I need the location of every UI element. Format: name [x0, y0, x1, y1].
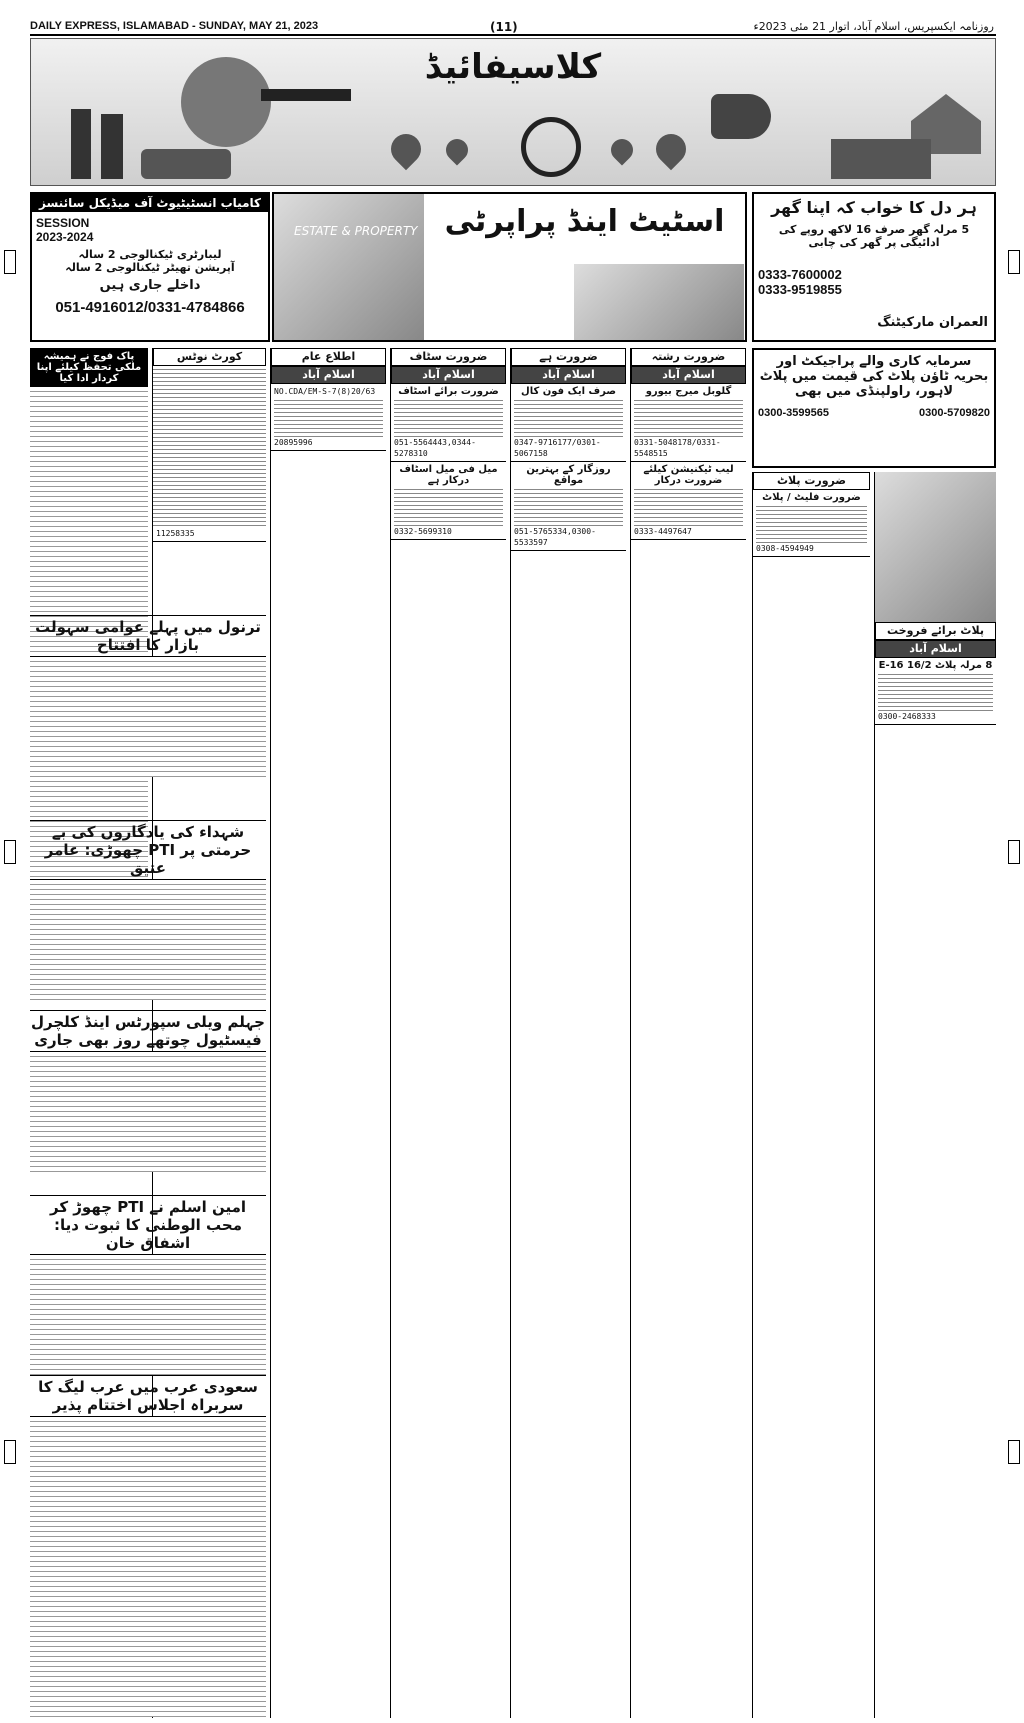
public-notice-column [270, 348, 386, 1718]
registration-mark [1008, 840, 1020, 864]
registration-mark [4, 840, 16, 864]
news-story [30, 1195, 266, 1375]
ad-title: گلوبل میرج بیورو [645, 386, 732, 397]
dream-brand: العمران مارکیٹنگ [877, 315, 988, 330]
location-pin-icon [385, 128, 427, 170]
dream-phone: 0333-9519855 [758, 282, 842, 297]
ad-phone: 0333-4497647 [634, 527, 692, 536]
ad-phone: 0300-5709820 [919, 407, 990, 419]
city-heading: اسلام آباد [631, 366, 746, 384]
registration-mark [1008, 250, 1020, 274]
property-title: اسٹیٹ اینڈ پراپرٹی [444, 204, 725, 239]
ad-title: 8 مرلہ پلاٹ 16/2 E-16 [878, 660, 993, 671]
column-heading: اطلاع عام [271, 348, 386, 366]
news-story [30, 1010, 266, 1172]
ad-phone: 0332-5699310 [394, 527, 452, 536]
staff-wanted-column [390, 348, 506, 1718]
property-ad [272, 192, 747, 342]
dream-title: ہر دل کا خواب کہ اپنا گھر [771, 198, 977, 217]
ad-phone: 20895996 [274, 438, 313, 447]
ad-phone: 11258335 [156, 529, 195, 538]
column-heading: ضرورت سٹاف [391, 348, 506, 366]
top-rule [30, 34, 996, 36]
wanted-column [510, 348, 626, 1718]
classified-banner [30, 38, 996, 186]
banner-title: کلاسیفائیڈ [424, 47, 602, 87]
news-headline: پاک فوج نے ہمیشہ ملکی تحفظ کیلئے اپنا کردار ادا کیا [30, 348, 148, 387]
column-heading: پلاٹ برائے فروخت [875, 622, 996, 640]
ad-title: روزگار کے بہترین مواقع [526, 464, 611, 486]
news-headline: سعودی عرب میں عرب لیگ کا سربراہ اجلاس اختتام پذیر [30, 1375, 266, 1417]
news-story [30, 1375, 266, 1717]
ad-phone: 0300-3599565 [758, 407, 829, 419]
city-heading: اسلام آباد [875, 640, 996, 658]
businessman-icon [71, 109, 91, 179]
registration-mark [1008, 1440, 1020, 1464]
airplane-icon [261, 89, 351, 101]
ad-title: میل فی میل اسٹاف درکار ہے [399, 464, 498, 486]
ad-ref: NO.CDA/EM-S-7(8)20/63 [274, 387, 376, 396]
registration-mark [4, 1440, 16, 1464]
ad-phone: 051-5564443,0344-5278310 [394, 438, 476, 458]
news-story [30, 820, 266, 1000]
institute-ad [30, 192, 270, 342]
column-heading: کورٹ نوٹس [153, 348, 266, 366]
institute-title: کامیاب انسٹیٹیوٹ آف میڈیکل سائنسز [32, 194, 268, 212]
ad-title: صرف ایک فون کال [521, 386, 616, 397]
news-headline: جہلم ویلی سپورٹس اینڈ کلچرل فیسٹیول چوتھے روز بھی جاری [30, 1010, 266, 1052]
newspaper-date-line: DAILY EXPRESS, ISLAMABAD - SUNDAY, MAY 21, 2023 [30, 20, 319, 32]
houses-image [574, 264, 744, 340]
globe-icon [181, 57, 271, 147]
news-headline: امین اسلم نے PTI چھوڑ کر محب الوطنی کا ثبوت دیا: اشفاق خان [30, 1195, 266, 1255]
property-logo: ESTATE & PROPERTY [294, 224, 418, 238]
office-workers-icon [831, 139, 931, 179]
investment-plot-ad [752, 348, 996, 468]
ad-phone: 0308-4594949 [756, 544, 814, 553]
course-line: آپریشن تھیٹر ٹیکنالوجی 2 سالہ [65, 261, 235, 274]
ad-phone: 0300-2468333 [878, 712, 936, 721]
institute-phone: 051-4916012/0331-4784866 [55, 299, 245, 316]
ad-phone: 051-5765334,0300-5533597 [514, 527, 596, 547]
location-pin-icon [441, 134, 472, 165]
column-heading: ضرورت رشتہ [631, 348, 746, 366]
plot-wanted-column [752, 472, 870, 1718]
page-number: (11) [490, 20, 518, 34]
ad-title: ضرورت برائے اسٹاف [398, 386, 499, 397]
building-image [274, 194, 424, 340]
faisal-mosque-image [875, 472, 996, 622]
ad-phone: 0347-9716177/0301-5067158 [514, 438, 601, 458]
ad-phone: 0331-5048178/0331-5548515 [634, 438, 721, 458]
dream-phone: 0333-7600002 [758, 267, 842, 282]
news-headline: ترنول میں پہلے عوامی سہولت بازار کا افتتاح [30, 615, 266, 657]
location-pin-icon [650, 128, 692, 170]
news-story [30, 615, 266, 777]
ad-title: لیب ٹیکنیشن کیلئے ضرورت درکار [643, 464, 734, 486]
plot-sale-column [874, 472, 996, 1718]
magnifier-icon [521, 117, 581, 177]
dream-line: 5 مرلہ گھر صرف 16 لاکھ روپے کی ادائیگی پر گھر کی چابی [778, 223, 970, 249]
matrimonial-column [630, 348, 746, 1718]
bus-icon [141, 149, 231, 179]
city-heading: اسلام آباد [391, 366, 506, 384]
businessman-icon [101, 114, 123, 179]
column-heading: ضرورت پلاٹ [753, 472, 870, 490]
news-headline: شہداء کی یادگاروں کی بے حرمتی پر PTI چھوڑی: عامر عتیق [30, 820, 266, 880]
ad-title: ضرورت فلیٹ / پلاٹ [762, 492, 861, 503]
city-heading: اسلام آباد [271, 366, 386, 384]
course-line: لیبارٹری ٹیکنالوجی 2 سالہ [78, 248, 222, 261]
newspaper-date-line-urdu: روزنامہ ایکسپریس، اسلام آباد، اتوار 21 مئی 2023ء [753, 20, 994, 33]
location-pin-icon [606, 134, 637, 165]
column-heading: ضرورت ہے [511, 348, 626, 366]
megaphone-icon [711, 94, 771, 139]
admission-open: داخلے جاری ہیں [99, 278, 201, 293]
dream-house-ad [752, 192, 996, 342]
registration-mark [4, 250, 16, 274]
investment-title: سرمایہ کاری والے پراجیکٹ اور بحریہ ٹاؤن پلاٹ کی قیمت میں پلاٹ لاہور، راولپنڈی میں بھی [759, 354, 989, 399]
city-heading: اسلام آباد [511, 366, 626, 384]
session-label: SESSION 2023-2024 [36, 216, 94, 244]
